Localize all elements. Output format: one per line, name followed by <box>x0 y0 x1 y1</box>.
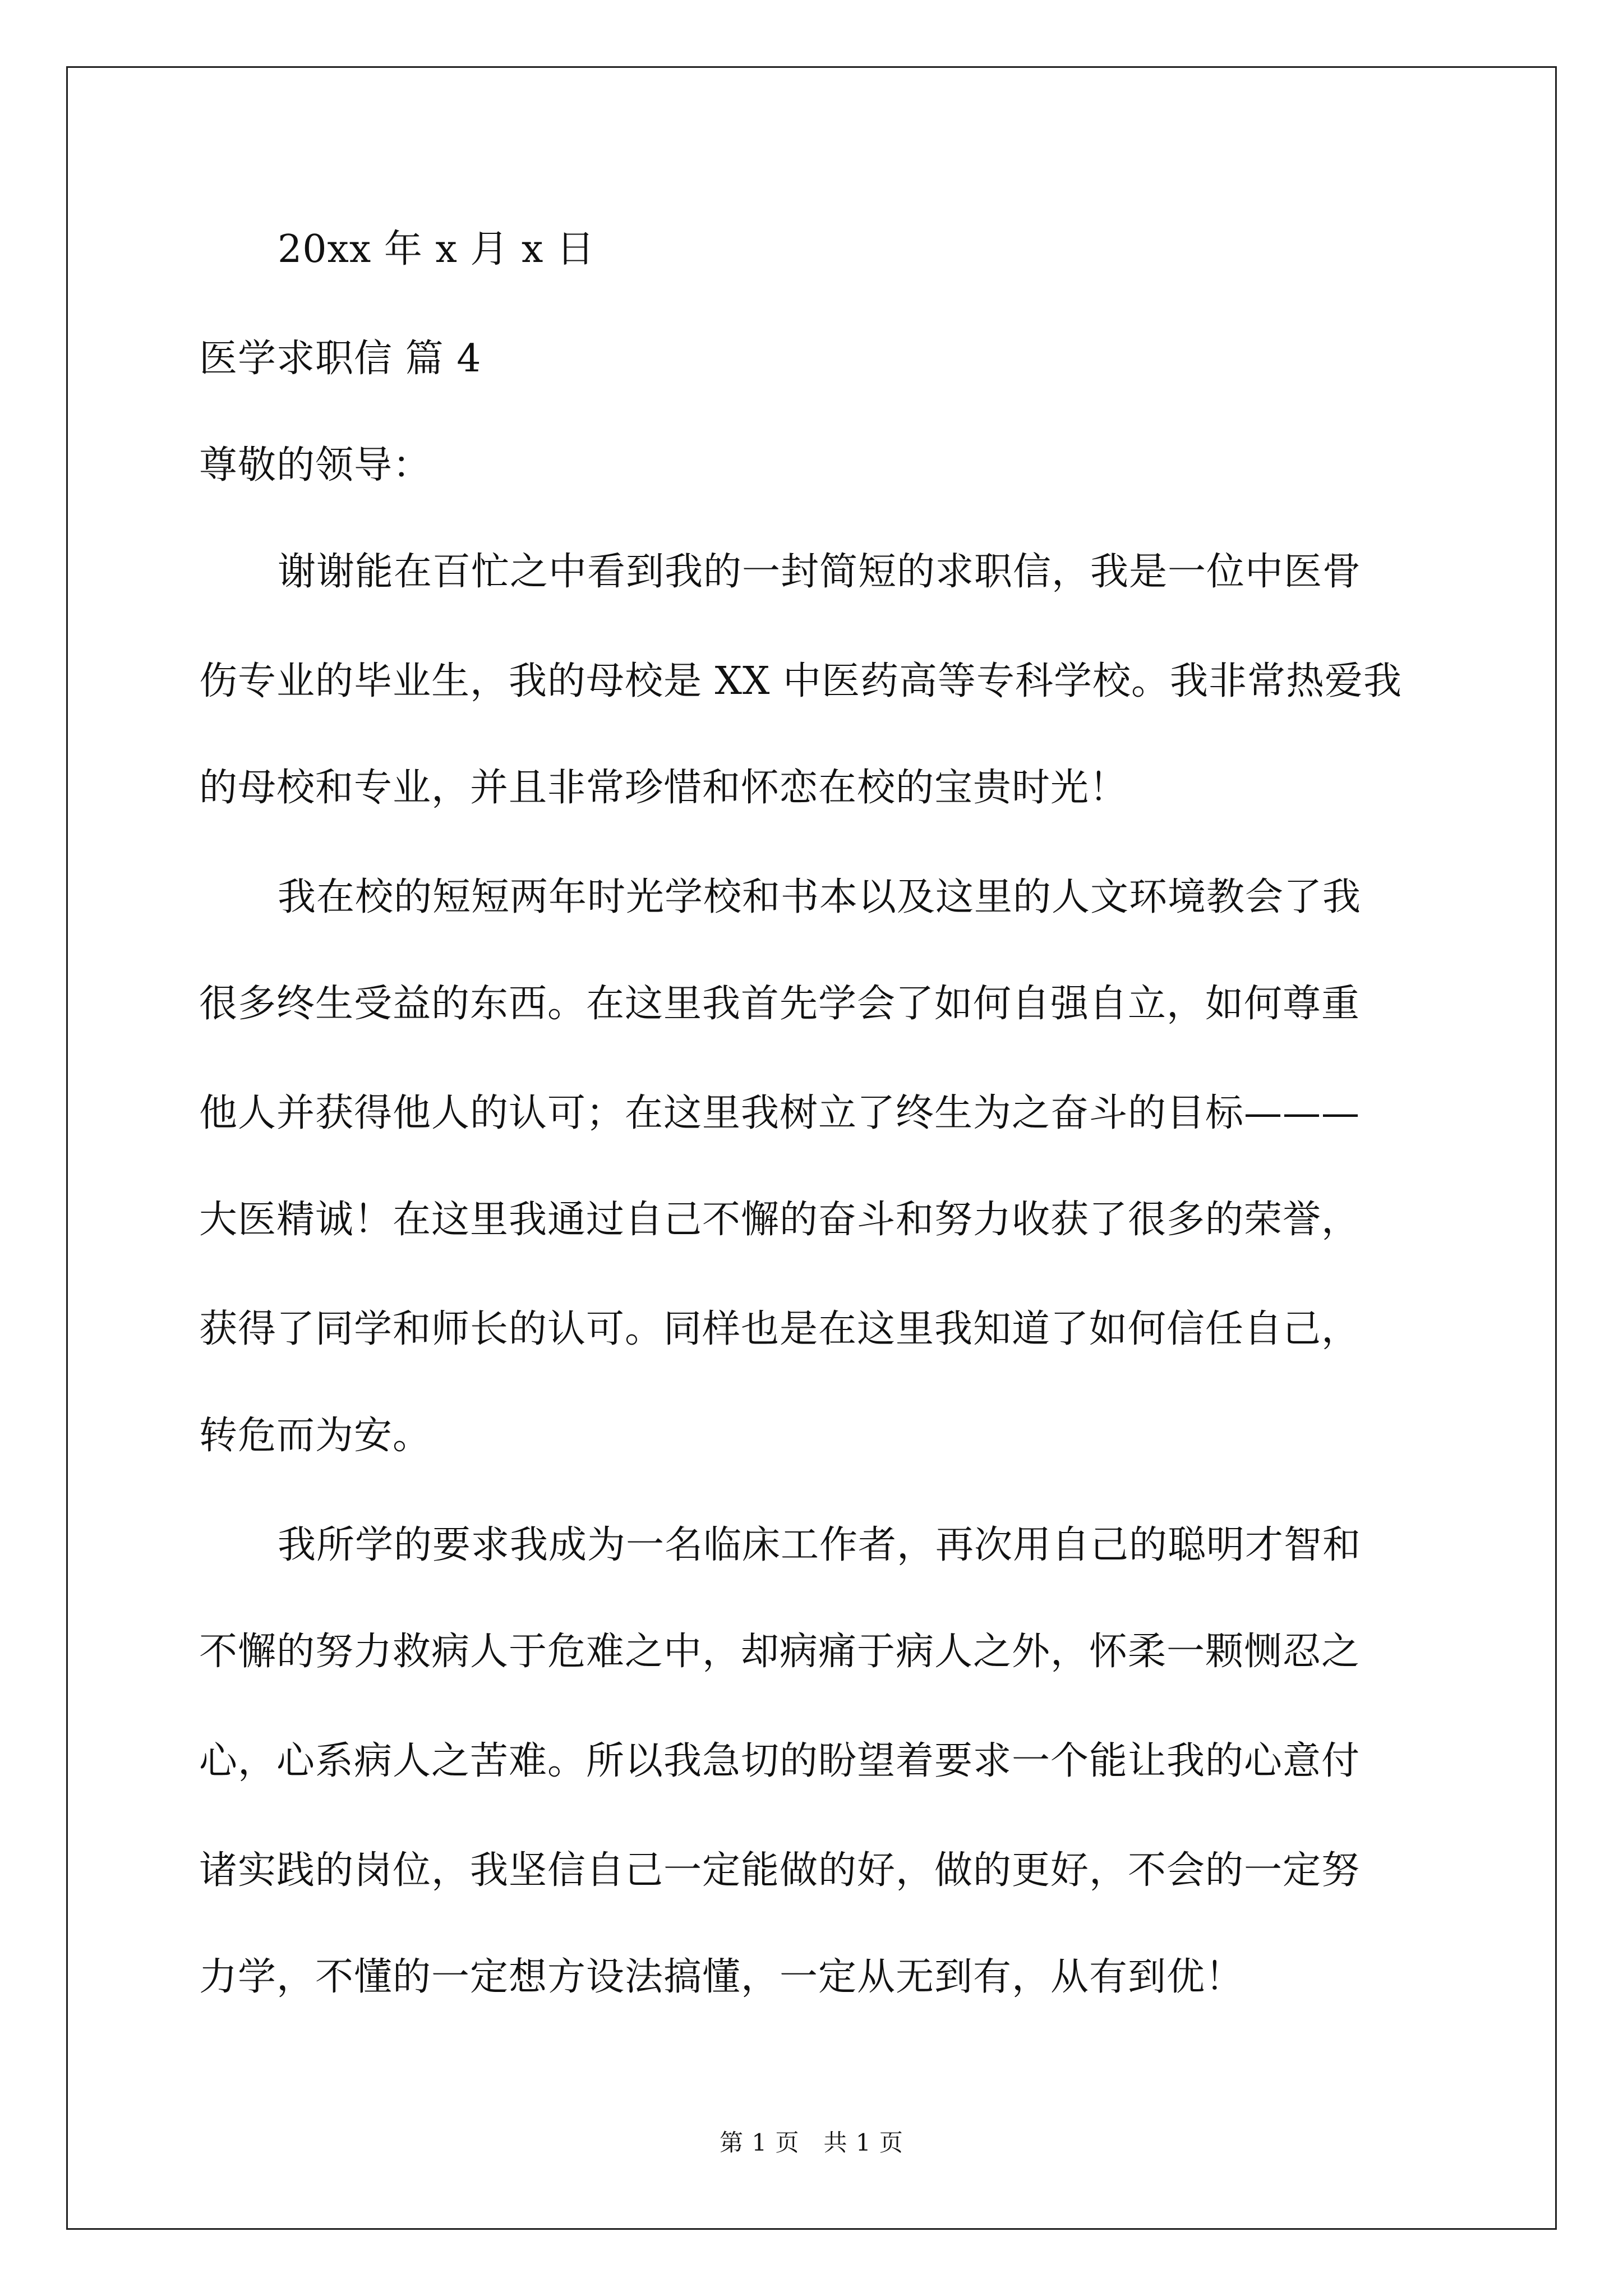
paragraph-3-line-4: 诸实践的岗位，我坚信自己一定能做的好，做的更好，不会的一定努 <box>199 1848 1361 1893</box>
paragraph-3-line-5: 力学，不懂的一定想方设法搞懂，一定从无到有，从有到优！ <box>199 1955 1244 1999</box>
paragraph-2-line-6: 转危而为安。 <box>199 1414 432 1458</box>
date-line: 20xx 年 x 月 x 日 <box>278 227 596 272</box>
paragraph-1-line-1: 谢谢能在百忙之中看到我的一封简短的求职信，我是一位中医骨 <box>278 550 1362 594</box>
salutation: 尊敬的领导： <box>199 443 432 487</box>
page-footer: 第 1 页 共 1 页 <box>720 2129 903 2156</box>
paragraph-3-line-2: 不懈的努力救病人于危难之中，却病痛于病人之外，怀柔一颗恻忍之 <box>199 1630 1361 1674</box>
paragraph-2-line-4: 大医精诚！在这里我通过自己不懈的奋斗和努力收获了很多的荣誉， <box>199 1198 1361 1242</box>
paragraph-2-line-5: 获得了同学和师长的认可。同样也是在这里我知道了如何信任自己， <box>199 1307 1361 1351</box>
paragraph-2-line-2: 很多终生受益的东西。在这里我首先学会了如何自强自立，如何尊重 <box>199 982 1361 1026</box>
paragraph-3-line-3: 心，心系病人之苦难。所以我急切的盼望着要求一个能让我的心意付 <box>199 1739 1361 1783</box>
paragraph-3-line-1: 我所学的要求我成为一名临床工作者，再次用自己的聪明才智和 <box>278 1523 1362 1567</box>
page-border <box>66 66 1557 2230</box>
paragraph-2-line-3: 他人并获得他人的认可；在这里我树立了终生为之奋斗的目标——— <box>199 1091 1361 1135</box>
paragraph-1-line-2: 伤专业的毕业生，我的母校是 XX 中医药高等专科学校。我非常热爱我 <box>199 659 1403 703</box>
paragraph-1-line-3: 的母校和专业，并且非常珍惜和怀恋在校的宝贵时光！ <box>199 766 1128 810</box>
paragraph-2-line-1: 我在校的短短两年时光学校和书本以及这里的人文环境教会了我 <box>278 875 1362 919</box>
section-title: 医学求职信 篇 4 <box>199 337 482 381</box>
